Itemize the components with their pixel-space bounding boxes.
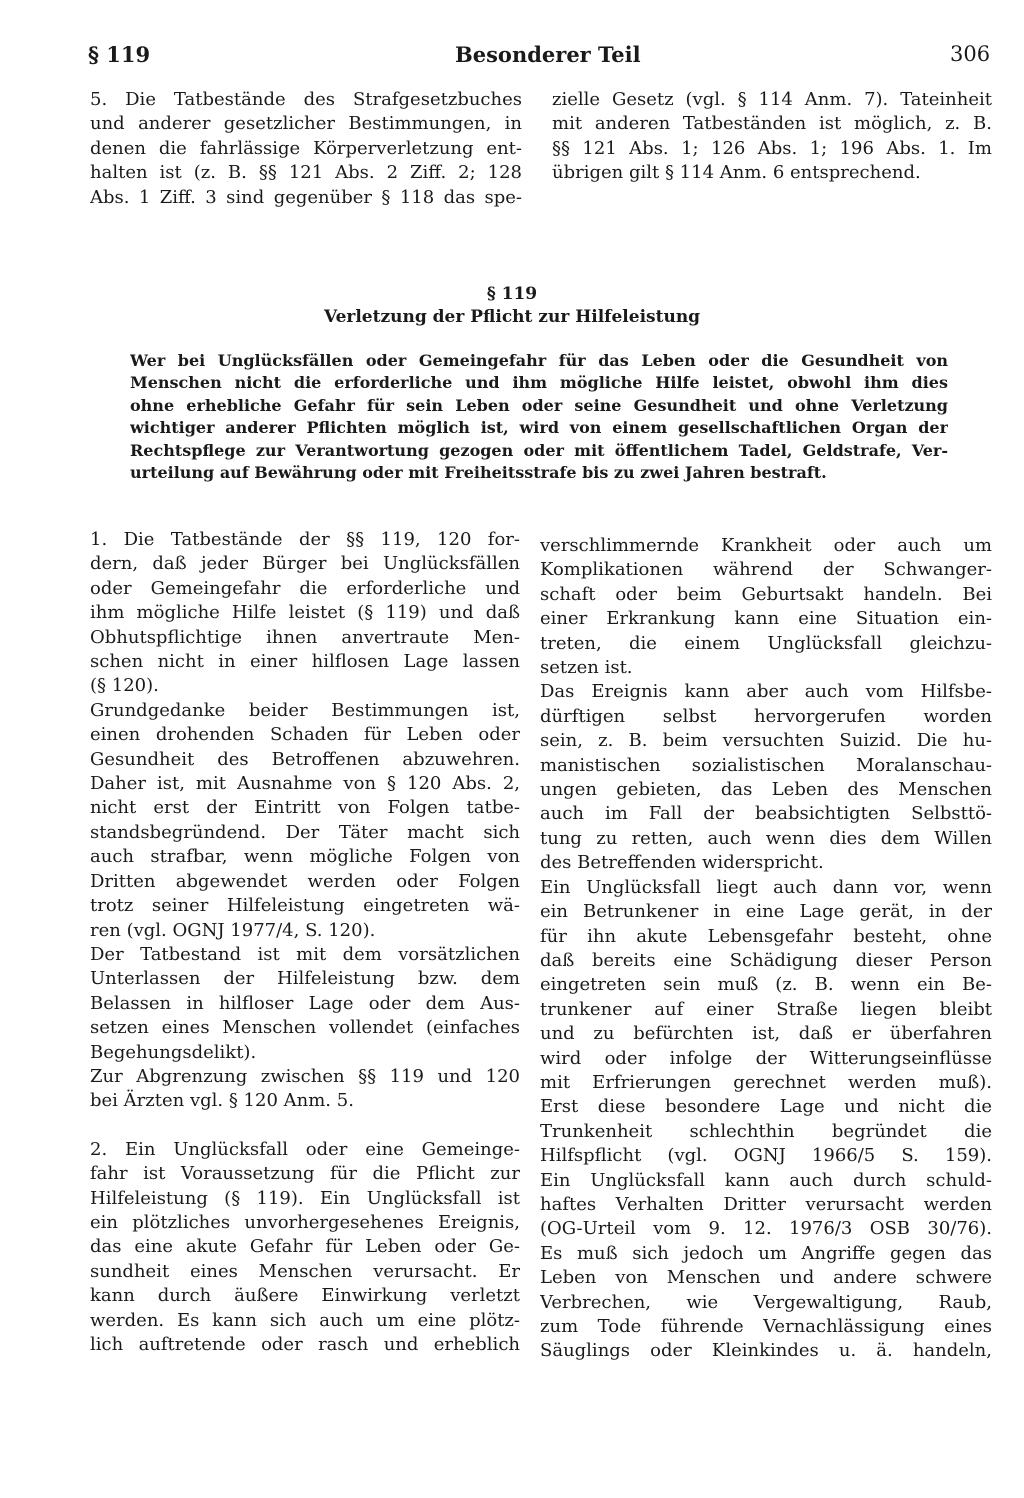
text-line: Obhutspflichtige ihnen anvertraute Men- (90, 626, 520, 648)
statute-text (130, 350, 948, 484)
text-line: auch im Fall der beabsichtigten Selbsttö- (540, 803, 992, 825)
text-line: sundheit eines Menschen verursacht. Er (90, 1260, 520, 1282)
text-line: setzen ist. (540, 657, 633, 679)
text-line: Es muß sich jedoch um Angriffe gegen das (540, 1242, 992, 1264)
text-line: zielle Gesetz (vgl. § 114 Anm. 7). Tateinheit (552, 89, 992, 110)
text-line: Das Ereignis kann aber auch vom Hilfsbe- (540, 681, 992, 703)
text-line: zum Tode führende Vernachlässigung eines (540, 1316, 992, 1337)
text-line: für ihn akute Lebensgefahr besteht, ohne (540, 925, 992, 947)
statute-line: Wer bei Unglücksfällen oder Gemeingefahr für das Leben oder die Gesundheit von (130, 351, 948, 370)
section-number: § 119 (486, 284, 538, 304)
text-line: des Betreffenden widerspricht. (540, 852, 824, 874)
text-line: nicht erst der Eintritt von Folgen tatbe- (90, 797, 520, 819)
text-line: kann durch äußere Einwirkung verletzt (90, 1285, 520, 1307)
text-line: §§ 121 Abs. 1; 126 Abs. 1; 196 Abs. 1. Im (552, 137, 992, 159)
text-line: und anderer gesetzlicher Bestimmungen, in (90, 113, 522, 135)
text-line: Trunkenheit schlechthin begründet die (540, 1120, 992, 1142)
statute-line: ohne erhebliche Gefahr für sein Leben oder seine Gesundheit und ohne Verletzung (130, 395, 948, 415)
text-line: ein plötzliches unvorhergesehenes Ereignis, (90, 1211, 520, 1233)
text-line: auch strafbar, wenn mögliche Folgen von (90, 846, 520, 868)
statute-line: wichtiger anderer Pflichten möglich ist, wird von einem gesellschaftlichen Organ der (130, 418, 948, 438)
text-line: 2. Ein Unglücksfall oder eine Gemeinge- (90, 1138, 520, 1160)
text-line: Hilfeleistung (§ 119). Ein Unglücksfall ist (90, 1187, 520, 1209)
text-line: Zur Abgrenzung zwischen §§ 119 und 120 (90, 1065, 520, 1087)
text-line: werden. Es kann sich auch um eine plötz- (90, 1309, 520, 1331)
paragraph-gap (90, 1114, 520, 1138)
section-title: Verletzung der Pflicht zur Hilfeleistung (323, 307, 701, 327)
text-line: Hilfspflicht (vgl. OGNJ 1966/5 S. 159). (540, 1145, 992, 1167)
text-line: Verbrechen, wie Vergewaltigung, Raub, (540, 1291, 992, 1313)
text-line: Ein Unglücksfall kann auch durch schuld- (540, 1169, 992, 1191)
text-line: ungen gebieten, das Leben des Menschen (540, 779, 992, 801)
text-line: ihm mögliche Hilfe leistet (§ 119) und daß (90, 602, 520, 624)
text-line: lich auftretende oder rasch und erheblich (90, 1334, 520, 1355)
text-line: daß bereits eine Schädigung dieser Person (540, 949, 992, 971)
text-line: und zu befürchten ist, daß er überfahren (540, 1023, 992, 1045)
continued-commentary-right (552, 88, 992, 186)
text-line: denen die fahrlässige Körperverletzung ent- (90, 137, 522, 159)
statute-line: Menschen nicht die erforderliche und ihm mögliche Hilfe leistet, obwohl ihm dies (130, 373, 948, 393)
text-line: trunkener auf einer Straße liegen bleibt (540, 998, 992, 1020)
text-line: Komplikationen während der Schwanger- (540, 559, 992, 581)
text-line: Leben von Menschen und andere schwere (540, 1267, 992, 1289)
text-line: 1. Die Tatbestände der §§ 119, 120 for- (90, 529, 520, 550)
text-line: fahr ist Voraussetzung für die Pflicht zur (90, 1163, 520, 1185)
text-line: mit Erfrierungen gerechnet werden muß). (540, 1071, 992, 1093)
text-line: übrigen gilt § 114 Anm. 6 entsprechend. (552, 162, 921, 184)
text-line: Ein Unglücksfall liegt auch dann vor, wenn (540, 876, 992, 898)
text-line: Belassen in hilfloser Lage oder dem Aus- (90, 992, 520, 1014)
statute-line: Rechtspflege zur Verantwortung gezogen oder mit öffentlichem Tadel, Geldstrafe, Ver- (130, 440, 948, 460)
text-line: trotz seiner Hilfeleistung eingetreten wä- (90, 895, 520, 917)
text-line: einer Erkrankung kann eine Situation ein- (540, 608, 992, 630)
text-line: (§ 120). (90, 675, 159, 697)
text-line: dürftigen selbst hervorgerufen worden (540, 705, 992, 727)
text-line: manistischen sozialistischen Moralanschau- (540, 754, 992, 776)
text-line: mit anderen Tatbeständen ist möglich, z. B. (552, 113, 992, 135)
text-line: bei Ärzten vgl. § 120 Anm. 5. (90, 1090, 354, 1112)
text-line: Gesundheit des Betroffenen abzuwehren. (90, 748, 520, 770)
text-line: schaft oder beim Geburtsakt handeln. Bei (540, 583, 992, 605)
text-line: Grundgedanke beider Bestimmungen ist, (90, 699, 520, 721)
statute-line: urteilung auf Bewährung oder mit Freiheitsstrafe bis zu zwei Jahren bestraft. (130, 463, 827, 483)
text-line: Abs. 1 Ziff. 3 sind gegenüber § 118 das spe- (90, 186, 522, 208)
text-line: schen nicht in einer hilflosen Lage lassen (90, 651, 520, 673)
text-line: verschlimmernde Krankheit oder auch um (540, 535, 992, 556)
text-line: standsbegründend. Der Täter macht sich (90, 821, 520, 843)
text-line: wird oder infolge der Witterungseinflüsse (540, 1047, 992, 1069)
page-number: 306 (950, 42, 991, 66)
text-line: Dritten abgewendet werden oder Folgen (90, 870, 520, 892)
text-line: oder Gemeingefahr die erforderliche und (90, 577, 520, 599)
text-line: einen drohenden Schaden für Leben oder (90, 724, 520, 746)
text-line: sein, z. B. beim versuchten Suizid. Die hu- (540, 730, 992, 752)
text-line: ren (vgl. OGNJ 1977/4, S. 120). (90, 919, 376, 941)
header-section-ref: § 119 (88, 42, 151, 67)
text-line: setzen eines Menschen vollendet (einfaches (90, 1017, 520, 1039)
text-line: Erst diese besondere Lage und nicht die (540, 1096, 992, 1118)
continued-commentary-left (90, 88, 522, 210)
text-line: (OG-Urteil vom 9. 12. 1976/3 OSB 30/76). (540, 1218, 992, 1240)
text-line: Begehungsdelikt). (90, 1041, 257, 1063)
commentary-column-right (540, 534, 992, 1364)
text-line: dern, daß jeder Bürger bei Unglücksfällen (90, 553, 520, 575)
text-line: Der Tatbestand ist mit dem vorsätzlichen (90, 943, 520, 965)
text-line: das eine akute Gefahr für Leben oder Ge- (90, 1236, 520, 1258)
text-line: Unterlassen der Hilfeleistung bzw. dem (90, 968, 520, 990)
text-line: Säuglings oder Kleinkindes u. ä. handeln, (540, 1340, 992, 1362)
text-line: ein Betrunkener in eine Lage gerät, in der (540, 901, 992, 923)
text-line: halten ist (z. B. §§ 121 Abs. 2 Ziff. 2; 128 (90, 162, 522, 184)
text-line: haftes Verhalten Dritter verursacht werden (540, 1193, 992, 1215)
text-line: tung zu retten, auch wenn dies dem Willen (540, 827, 992, 849)
text-line: treten, die einem Unglücksfall gleichzu- (540, 632, 992, 654)
commentary-column-left (90, 528, 520, 1357)
text-line: 5. Die Tatbestände des Strafgesetzbuches (90, 89, 522, 110)
text-line: eingetreten sein muß (z. B. wenn ein Be- (540, 974, 992, 996)
header-title: Besonderer Teil (455, 42, 641, 67)
text-line: Daher ist, mit Ausnahme von § 120 Abs. 2, (90, 773, 520, 795)
